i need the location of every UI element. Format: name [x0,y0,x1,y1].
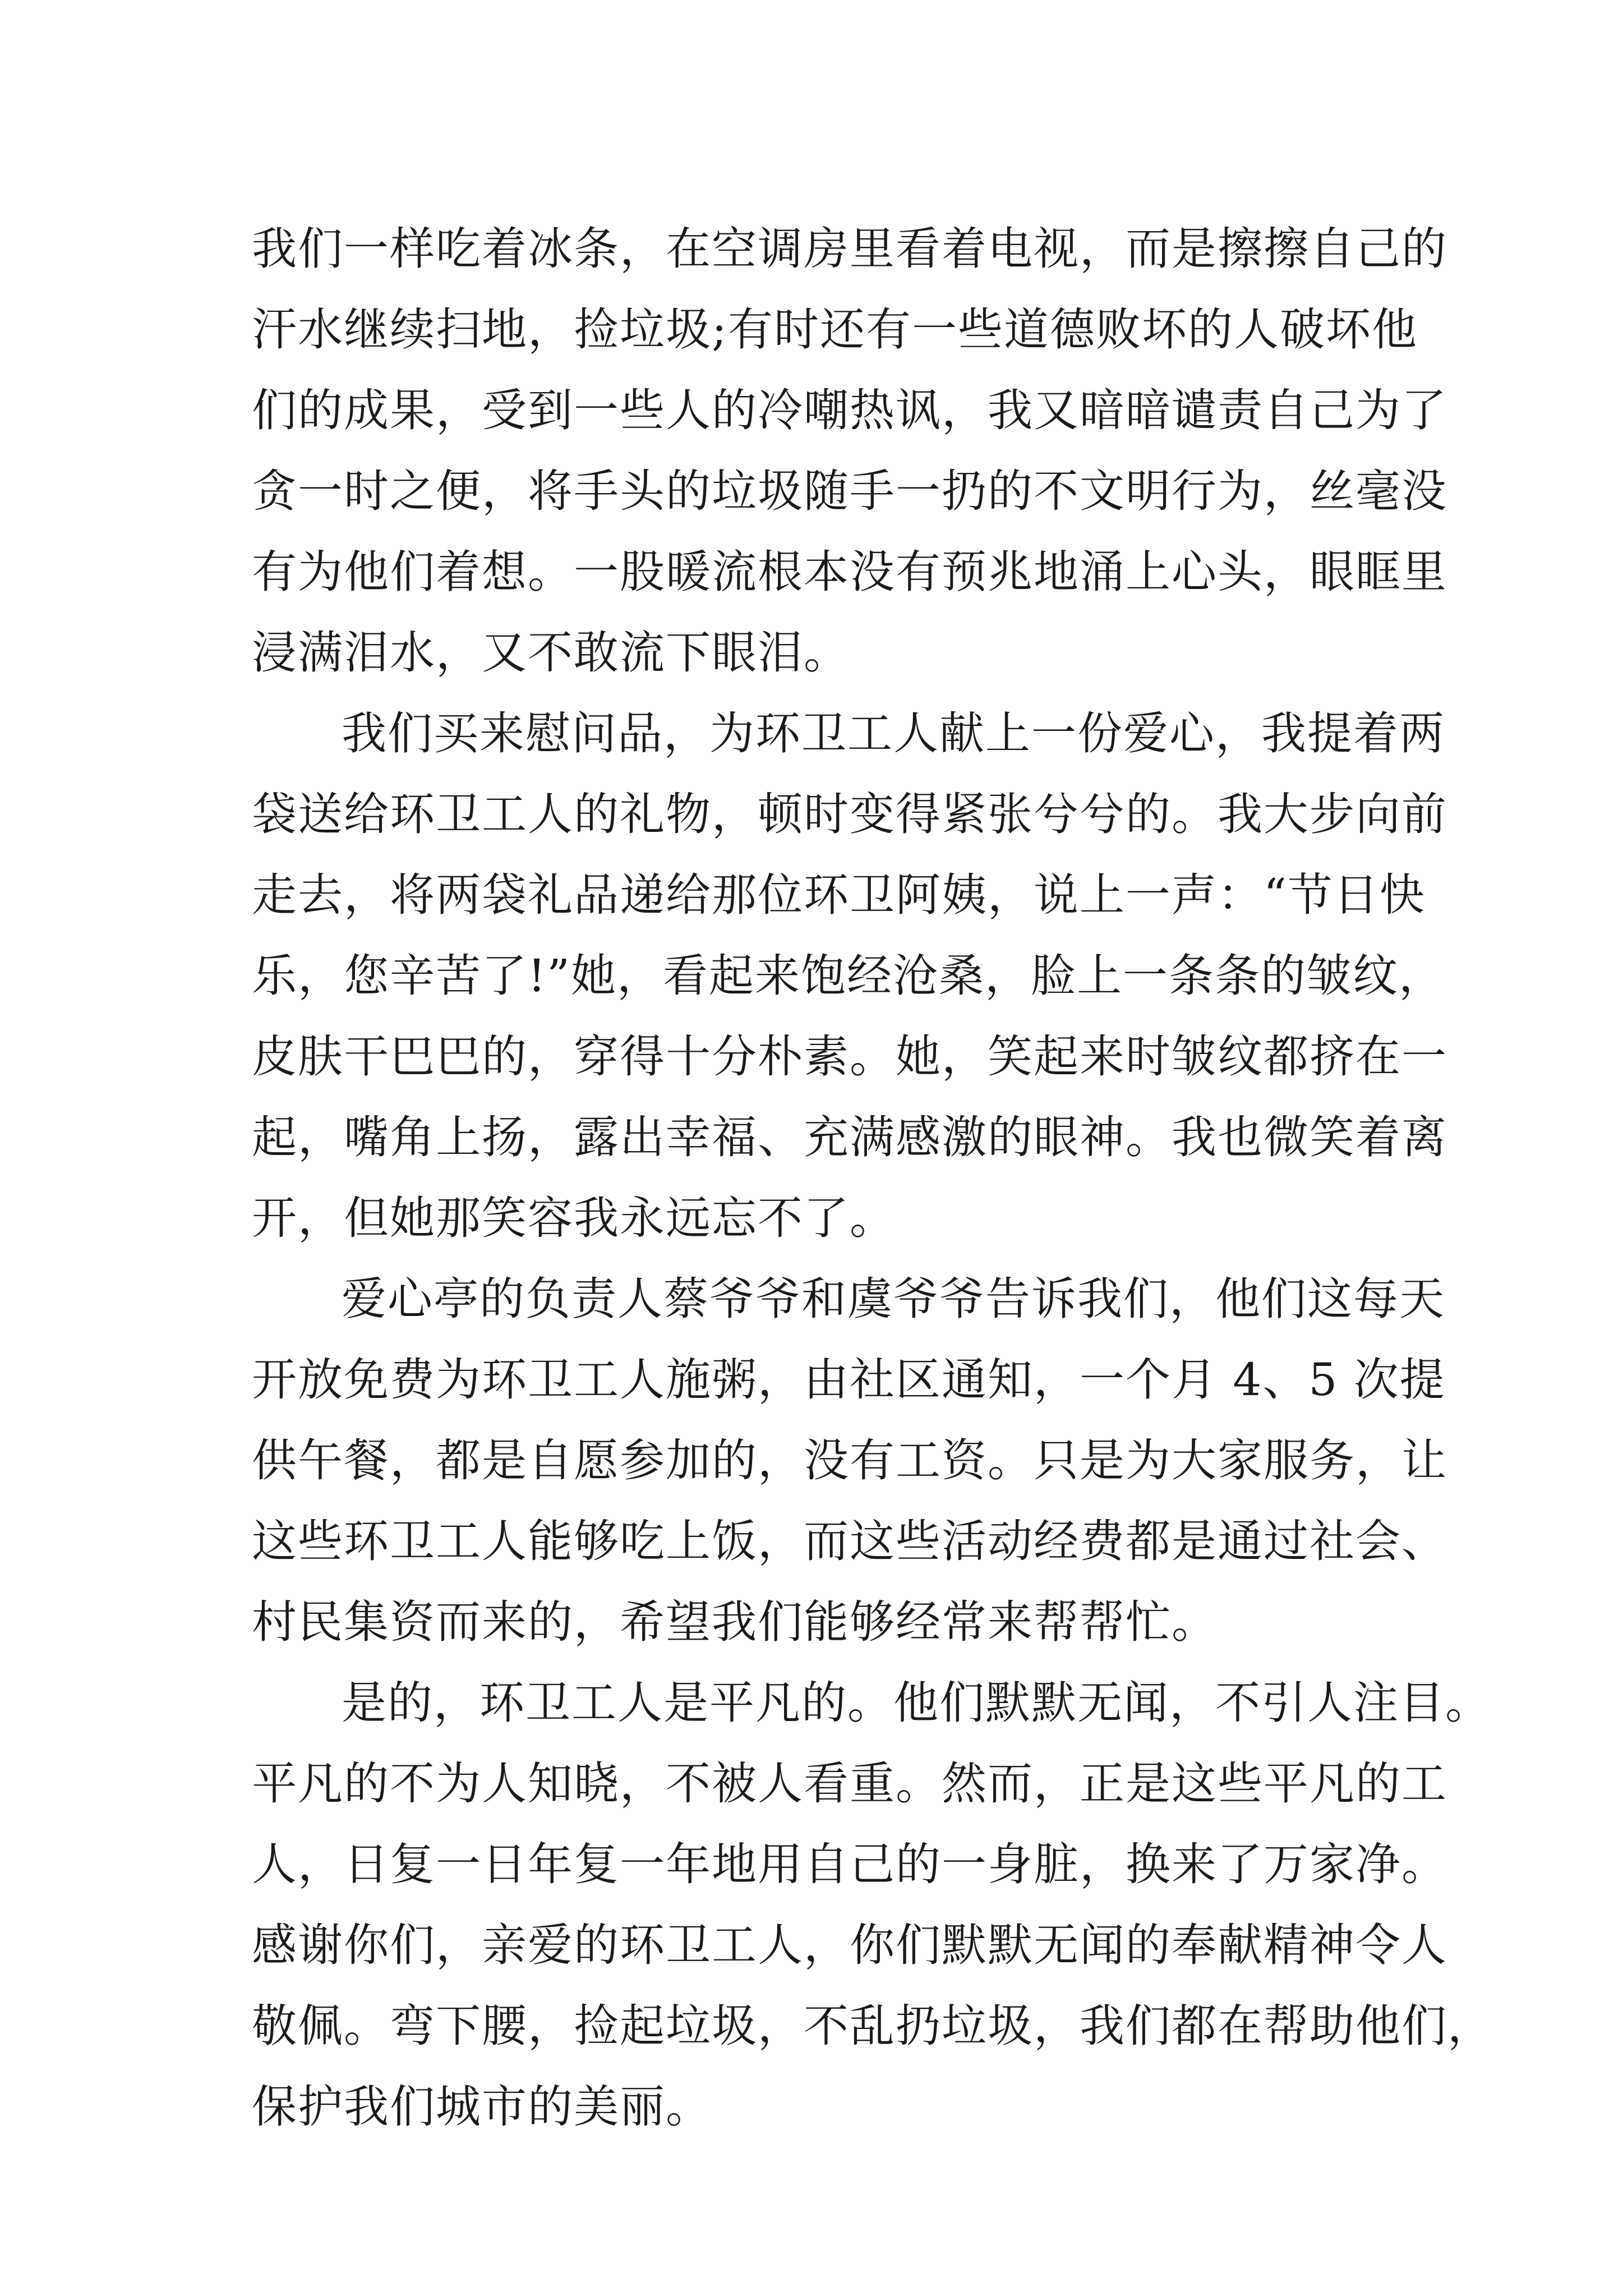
text-line: 贪一时之便，将手头的垃圾随手一扔的不文明行为，丝毫没 [252,465,1447,517]
text-line: 浸满泪水，又不敢流下眼泪。 [252,627,850,679]
text-line: 皮肤干巴巴的，穿得十分朴素。她，笑起来时皱纹都挤在一 [252,1030,1447,1083]
text-line: 起，嘴角上扬，露出幸福、充满感激的眼神。我也微笑着离 [252,1111,1447,1163]
text-line: 人，日复一日年复一年地用自己的一身脏，换来了万家净。 [252,1838,1447,1890]
text-line: 感谢你们，亲爱的环卫工人，你们默默无闻的奉献精神令人 [252,1919,1447,1971]
text-line: 保护我们城市的美丽。 [252,2081,712,2133]
paragraph-first-line: 我们买来慰问品，为环卫工人献上一份爱心，我提着两 [342,707,1445,760]
text-line: 我们一样吃着冰条，在空调房里看着电视，而是擦擦自己的 [252,223,1447,275]
text-line: 有为他们着想。一股暖流根本没有预兆地涌上心头，眼眶里 [252,546,1447,598]
text-line: 开，但她那笑容我永远忘不了。 [252,1192,896,1244]
text-line: 平凡的不为人知晓，不被人看重。然而，正是这些平凡的工 [252,1757,1447,1810]
text-line: 乐，您辛苦了!”她，看起来饱经沧桑，脸上一条条的皱纹， [252,950,1445,1002]
text-line: 走去，将两袋礼品递给那位环卫阿姨，说上一声：“节日快 [252,869,1426,921]
text-line: 供午餐，都是自愿参加的，没有工资。只是为大家服务，让 [252,1434,1447,1487]
text-line: 敬佩。弯下腰，捡起垃圾，不乱扔垃圾，我们都在帮助他们， [252,2000,1493,2052]
text-line: 袋送给环卫工人的礼物，顿时变得紧张兮兮的。我大步向前 [252,788,1447,840]
paragraph-first-line: 爱心亭的负责人蔡爷爷和虞爷爷告诉我们，他们这每天 [342,1273,1445,1325]
paragraph-first-line: 是的，环卫工人是平凡的。他们默默无闻，不引人注目。 [342,1677,1491,1729]
text-line: 村民集资而来的，希望我们能够经常来帮帮忙。 [252,1596,1218,1648]
text-line: 汗水继续扫地，捡垃圾;有时还有一些道德败坏的人破坏他 [252,303,1418,356]
body-text [252,209,1493,2147]
text-line: 开放免费为环卫工人施粥，由社区通知，一个月 4、5 次提 [252,1354,1446,1406]
text-line: 这些环卫工人能够吃上饭，而这些活动经费都是通过社会、 [252,1515,1447,1567]
text-line: 们的成果，受到一些人的冷嘲热讽，我又暗暗谴责自己为了 [252,384,1447,436]
